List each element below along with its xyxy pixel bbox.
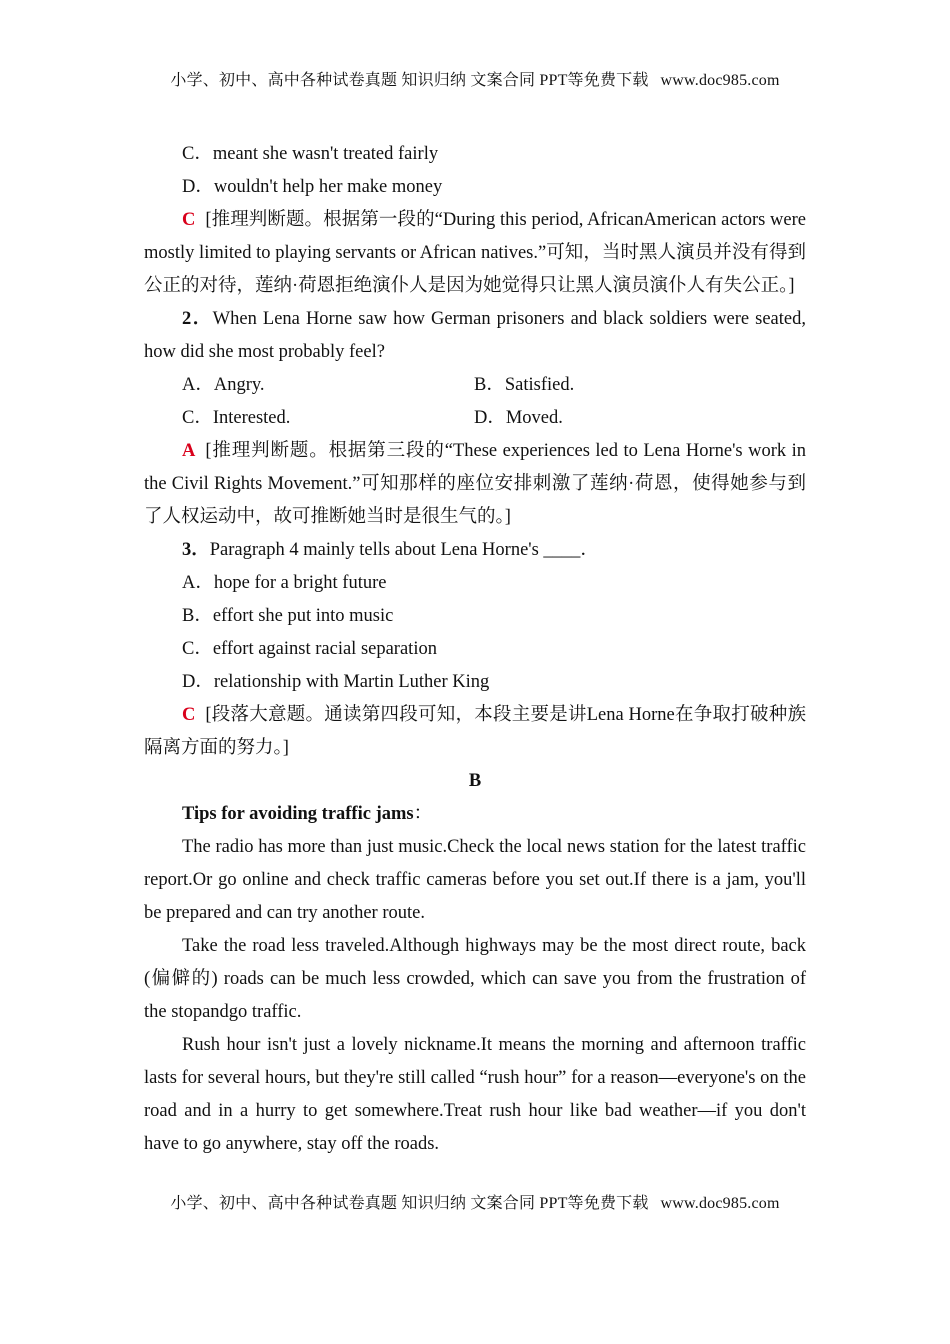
- footer-text: 小学、初中、高中各种试卷真题 知识归纳 文案合同 PPT等免费下载: [170, 1195, 649, 1212]
- q3-option-c: C．effort against racial separation: [182, 639, 437, 659]
- q3-answer: C: [182, 705, 196, 725]
- q1-answer: C: [182, 210, 196, 230]
- q2-options-row-1: [144, 369, 806, 402]
- section-b-title-line: [144, 798, 806, 831]
- q3-number: 3．: [182, 540, 210, 560]
- section-b-label: B: [468, 771, 482, 791]
- q2-explanation: [推理判断题。根据第三段的“These experiences led to Lena Horne's work in the Civil Rights Movement.”可知那样的座位安排刺激了莲纳·荷恩，使得她参与到了人权运动中，故可推断她当时是很生气的。]: [144, 441, 806, 527]
- header-site: www.doc985.com: [660, 72, 780, 89]
- q3-option-a: A．hope for a bright future: [182, 573, 387, 593]
- q3-option-b: B．effort she put into music: [182, 606, 394, 626]
- q2-question: [144, 303, 806, 369]
- q2-number: 2．: [182, 309, 213, 329]
- page-header: [0, 67, 950, 90]
- q1-answer-block: [144, 204, 806, 303]
- q1-option-c: C．meant she wasn't treated fairly: [182, 144, 439, 164]
- q1-option-d: D．wouldn't help her make money: [182, 177, 443, 197]
- q3-explanation: [段落大意题。通读第四段可知，本段主要是讲Lena Horne在争取打破种族隔离方面的努力。]: [144, 705, 806, 758]
- q2-option-a: A．Angry.: [182, 375, 265, 395]
- q2-answer-block: [144, 435, 806, 534]
- q1-explanation: [推理判断题。根据第一段的“During this period, AfricanAmerican actors were mostly limited to playing servants or African natives.”可知，当时黑人演员并没有得到公正的对待，莲纳·荷恩拒绝演仆人是因为她觉得只让黑人演员演仆人有失公正。]: [144, 210, 806, 296]
- document-body: [144, 138, 806, 1161]
- passage-paragraph-2: Take the road less traveled.Although highways may be the most direct route, back (偏僻的) roads can be much less crowded, which can save you from the frustration of the stopandgo traffic.: [144, 936, 806, 1022]
- q2-option-c: C．Interested.: [182, 408, 291, 428]
- header-text: 小学、初中、高中各种试卷真题 知识归纳 文案合同 PPT等免费下载: [170, 72, 649, 89]
- footer-site: www.doc985.com: [660, 1195, 780, 1212]
- passage-paragraph-1: The radio has more than just music.Check the local news station for the latest traffic report.Or go online and check traffic cameras before you set out.If there is a jam, you'll be prepared and can try another route.: [144, 837, 806, 923]
- q2-options-row-2: [144, 402, 806, 435]
- passage-paragraph-3: Rush hour isn't just a lovely nickname.It means the morning and afternoon traffic lasts for several hours, but they're still called “rush hour” for a reason—everyone's on the road and in a hurry to get somewhere.Treat rush hour like bad weather—if you don't have to go anywhere, stay off the roads.: [144, 1035, 806, 1154]
- page-footer: [0, 1190, 950, 1213]
- q3-option-d: D．relationship with Martin Luther King: [182, 672, 490, 692]
- q3-answer-block: [144, 699, 806, 765]
- q2-stem: When Lena Horne saw how German prisoners and black soldiers were seated, how did she most probably feel?: [144, 309, 806, 362]
- q3-question: [144, 534, 806, 567]
- q2-option-d: D．Moved.: [474, 408, 563, 428]
- q2-option-b: B．Satisfied.: [474, 375, 575, 395]
- section-b-title-colon: ：: [413, 804, 433, 824]
- section-b-title: Tips for avoiding traffic jams: [182, 804, 414, 824]
- q3-stem: Paragraph 4 mainly tells about Lena Horne's ____．: [209, 540, 599, 560]
- q2-answer: A: [182, 441, 196, 461]
